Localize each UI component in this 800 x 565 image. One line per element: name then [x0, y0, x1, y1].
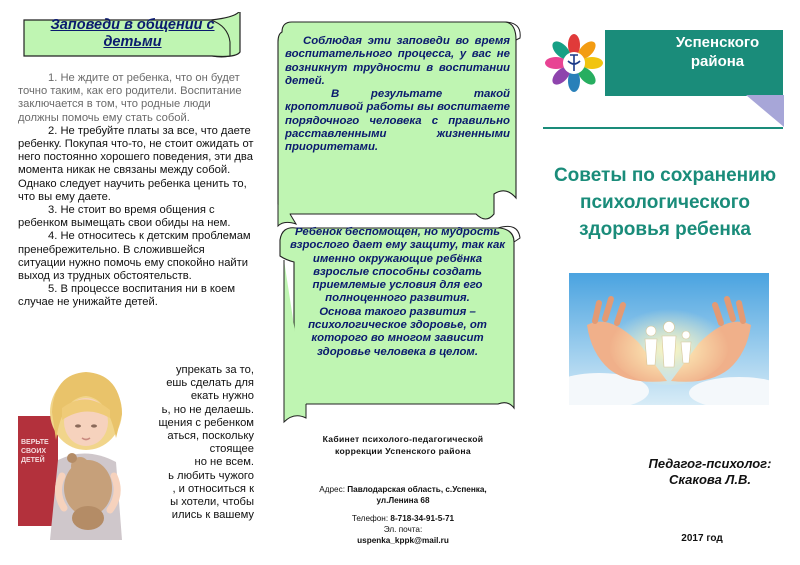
scroll2-text: [285, 226, 510, 359]
author-name: Скакова Л.В.: [669, 472, 751, 487]
scroll2-paragraph-2: Основа такого развития – психологическое здоровье, от которого во многом зависит здоровье человека в целом.: [308, 305, 487, 358]
organization-logo: [543, 30, 605, 96]
partial-line: екать нужно: [190, 390, 254, 403]
partial-line: ешь сделать для: [166, 377, 254, 390]
scroll1-paragraph-1: Соблюдая эти заповеди во время воспитательного процесса, у вас не возникнут трудности в воспитании детей.: [285, 35, 510, 87]
partial-line: упрекать за то,: [175, 364, 254, 376]
commandment-2: 2. Не требуйте платы за все, что даете ребенку. Покупая что-то, не стоит ожидать от него постоянно хорошего поведения, эти два момента никак не связаны между собой. Однако следует научить ребенка ценить то, что вы ему даете.: [18, 124, 254, 203]
phone-value: 8-718-34-91-5-71: [390, 514, 455, 523]
child-with-teddy-image: [18, 368, 130, 540]
header-divider: [543, 127, 783, 129]
partial-line: но не всем.: [194, 456, 254, 469]
cabinet-name: Кабинет психолого-педагогической коррекции Успенского района: [322, 434, 484, 456]
partial-line: ились к вашему: [171, 509, 254, 522]
brochure-title: Советы по сохранению психологического здоровья ребенка: [553, 165, 777, 240]
district-name: Успенского района: [675, 34, 760, 70]
scroll1-paragraph-2: В результате такой кропотливой работы вы воспитаете порядочного человека с правильно расставленными жизненными приоритетами.: [285, 88, 510, 154]
address-value: Павлодарская область, с.Успенка, ул.Ленина 68: [347, 485, 487, 505]
partial-line: ь любить чужого: [168, 469, 254, 482]
decor-triangle: [746, 95, 784, 127]
author-block: [625, 456, 795, 488]
partial-line: щения с ребенком: [158, 416, 254, 429]
commandments-text: [18, 72, 254, 310]
address-label: Адрес:: [319, 485, 345, 494]
partial-line: стоящее: [209, 443, 254, 456]
commandment-3: 3. Не стоит во время общения с ребенком вымещать свои обиды на нем.: [18, 204, 231, 230]
contact-block: [318, 484, 488, 546]
phone-line: [318, 513, 488, 524]
email-address: uspenka_kppk@mail.ru: [357, 536, 449, 545]
address-line: [318, 484, 488, 506]
commandments-continued: [118, 364, 254, 522]
book-cover-text: ВЕРЬТЕ СВОИХ ДЕТЕЙ: [21, 439, 49, 464]
publication-year: 2017 год: [681, 533, 723, 544]
author-role: Педагог-психолог:: [648, 456, 772, 471]
commandment-4: 4. Не относитесь к детским проблемам пренебрежительно. В сложившейся ситуации нужно помочь ему спокойно найти выход из трудных обстоятельств.: [18, 230, 251, 283]
panel1-title: Заповеди в общении с детьми: [50, 17, 215, 50]
partial-line: ы хотели, чтобы: [170, 496, 254, 509]
partial-line: , и относиться к: [172, 482, 254, 495]
commandment-1: 1. Не ждите от ребенка, что он будет точно таким, как его родители. Воспитание заключается в том, что родные люди должны помочь ему стать собой.: [18, 72, 242, 124]
logo-flower-icon: [543, 30, 605, 96]
hands-family-image: [569, 273, 769, 405]
commandment-5: 5. В процессе воспитания ни в коем случае не унижайте детей.: [18, 283, 236, 309]
scroll2-paragraph-1: Ребенок беспомощен, но мудрость взрослого дает ему защиту, так как именно окружающие ребёнка взрослые способны создать приемлемые условия для его полноценного развития.: [289, 226, 506, 305]
partial-line: аться, поскольку: [167, 430, 254, 443]
scroll1-text: [285, 35, 510, 155]
email-value: [318, 535, 488, 546]
partial-line: ь, но не делаешь.: [161, 403, 254, 416]
phone-label: Телефон:: [351, 514, 389, 523]
email-label: Эл. почта:: [383, 525, 423, 534]
